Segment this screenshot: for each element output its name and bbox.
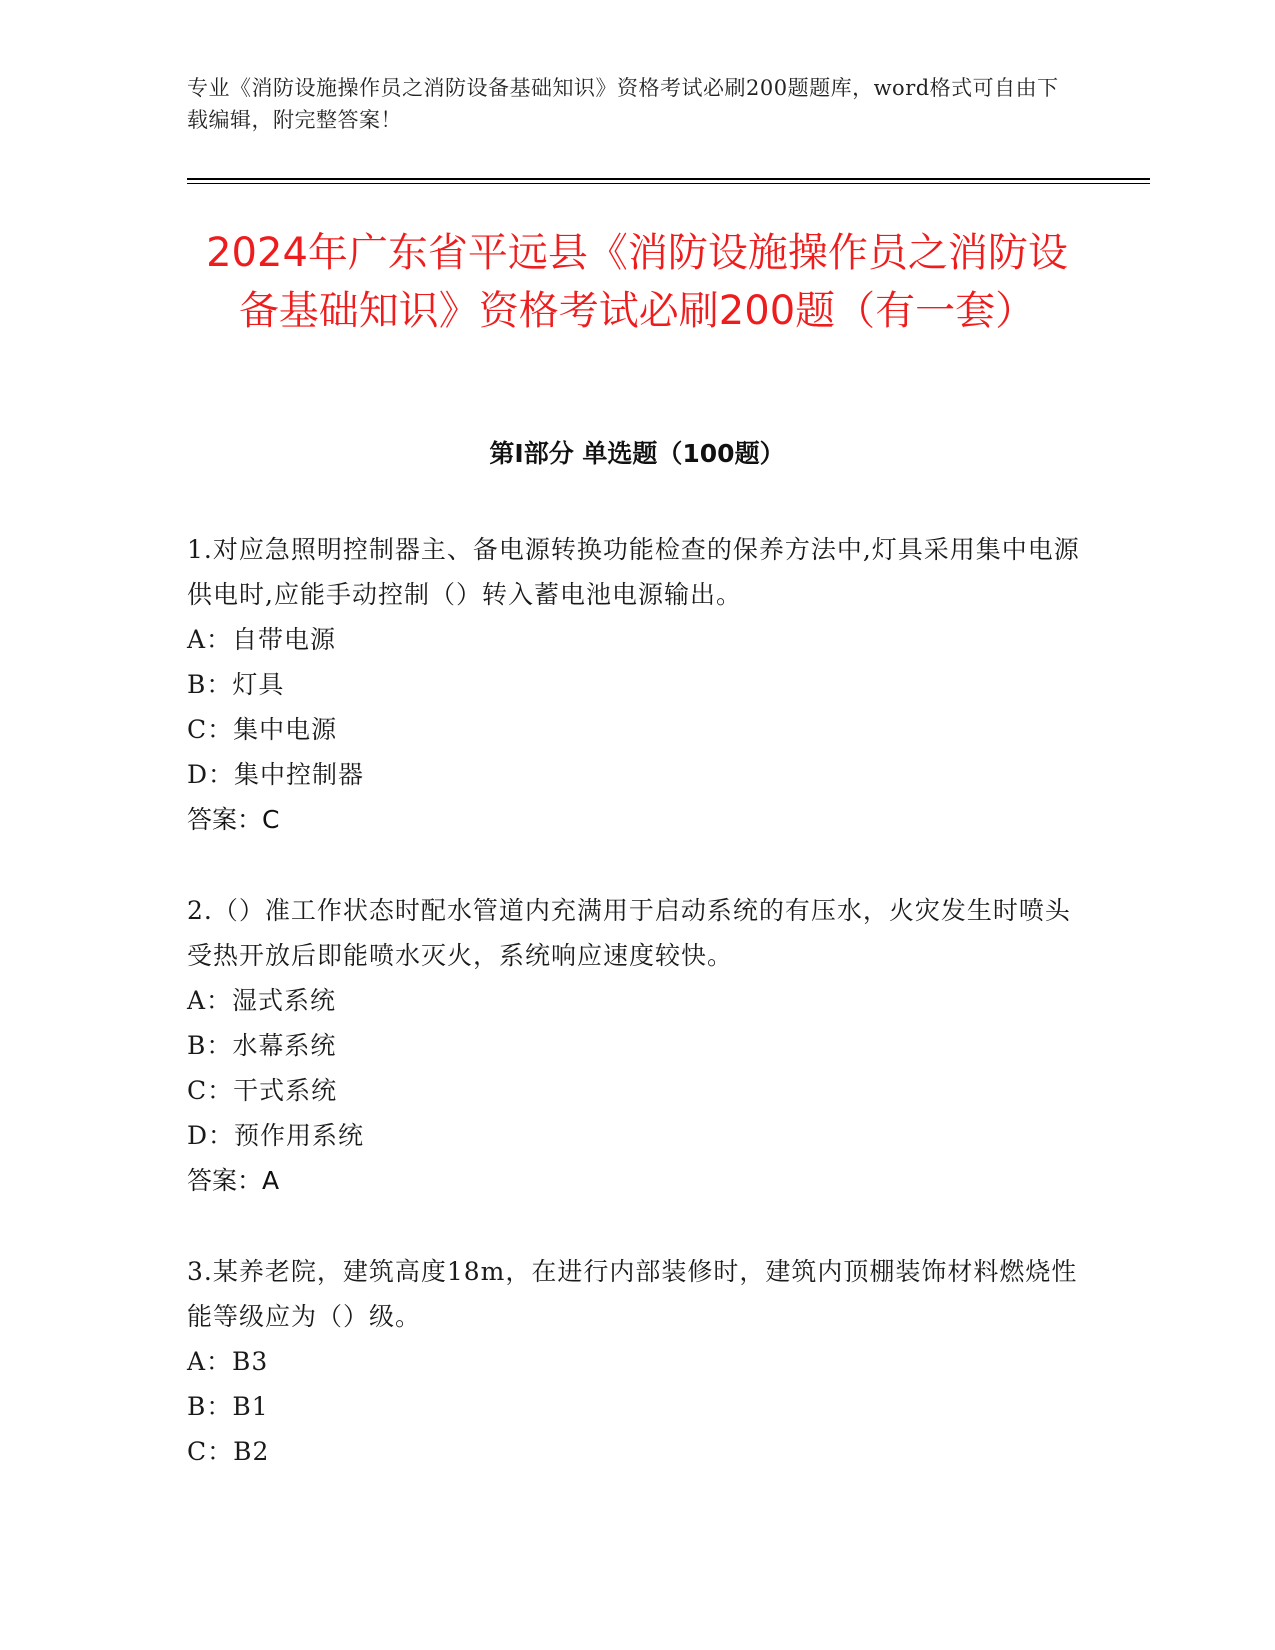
option-c: C：干式系统 [187,1076,338,1105]
header-note: 专业《消防设施操作员之消防设备基础知识》资格考试必刷200题题库，word格式可自由下载编辑，附完整答案！ [187,76,1059,132]
header-divider-thin [187,183,1150,184]
question-stem: 3.某养老院，建筑高度18m，在进行内部装修时，建筑内顶棚装饰材料燃烧性能等级应为（）级。 [187,1257,1078,1331]
question-stem: 2.（）准工作状态时配水管道内充满用于启动系统的有压水，火灾发生时喷头受热开放后即能喷水灭火，系统响应速度较快。 [187,896,1071,970]
section-title: 第I部分 单选题（100题） [489,439,785,468]
option-a: A：湿式系统 [187,986,337,1015]
option-b: B：水幕系统 [187,1031,337,1060]
option-c: C：集中电源 [187,715,338,744]
question-1 [187,527,1087,842]
option-d: D：预作用系统 [187,1121,365,1150]
question-2 [187,888,1087,1203]
option-d: D：集中控制器 [187,760,365,789]
answer: 答案：A [187,1166,280,1195]
option-a: A：B3 [187,1347,269,1376]
question-stem: 1.对应急照明控制器主、备电源转换功能检查的保养方法中,灯具采用集中电源供电时,应能手动控制（）转入蓄电池电源输出。 [187,535,1080,609]
option-b: B：B1 [187,1392,269,1421]
option-b: B：灯具 [187,670,285,699]
question-3 [187,1249,1087,1474]
document-title: 2024年广东省平远县《消防设施操作员之消防设备基础知识》资格考试必刷200题（有一套） [206,230,1068,334]
option-a: A：自带电源 [187,625,337,654]
answer: 答案：C [187,805,280,834]
header-divider-thick [187,178,1150,180]
option-c: C：B2 [187,1437,270,1466]
